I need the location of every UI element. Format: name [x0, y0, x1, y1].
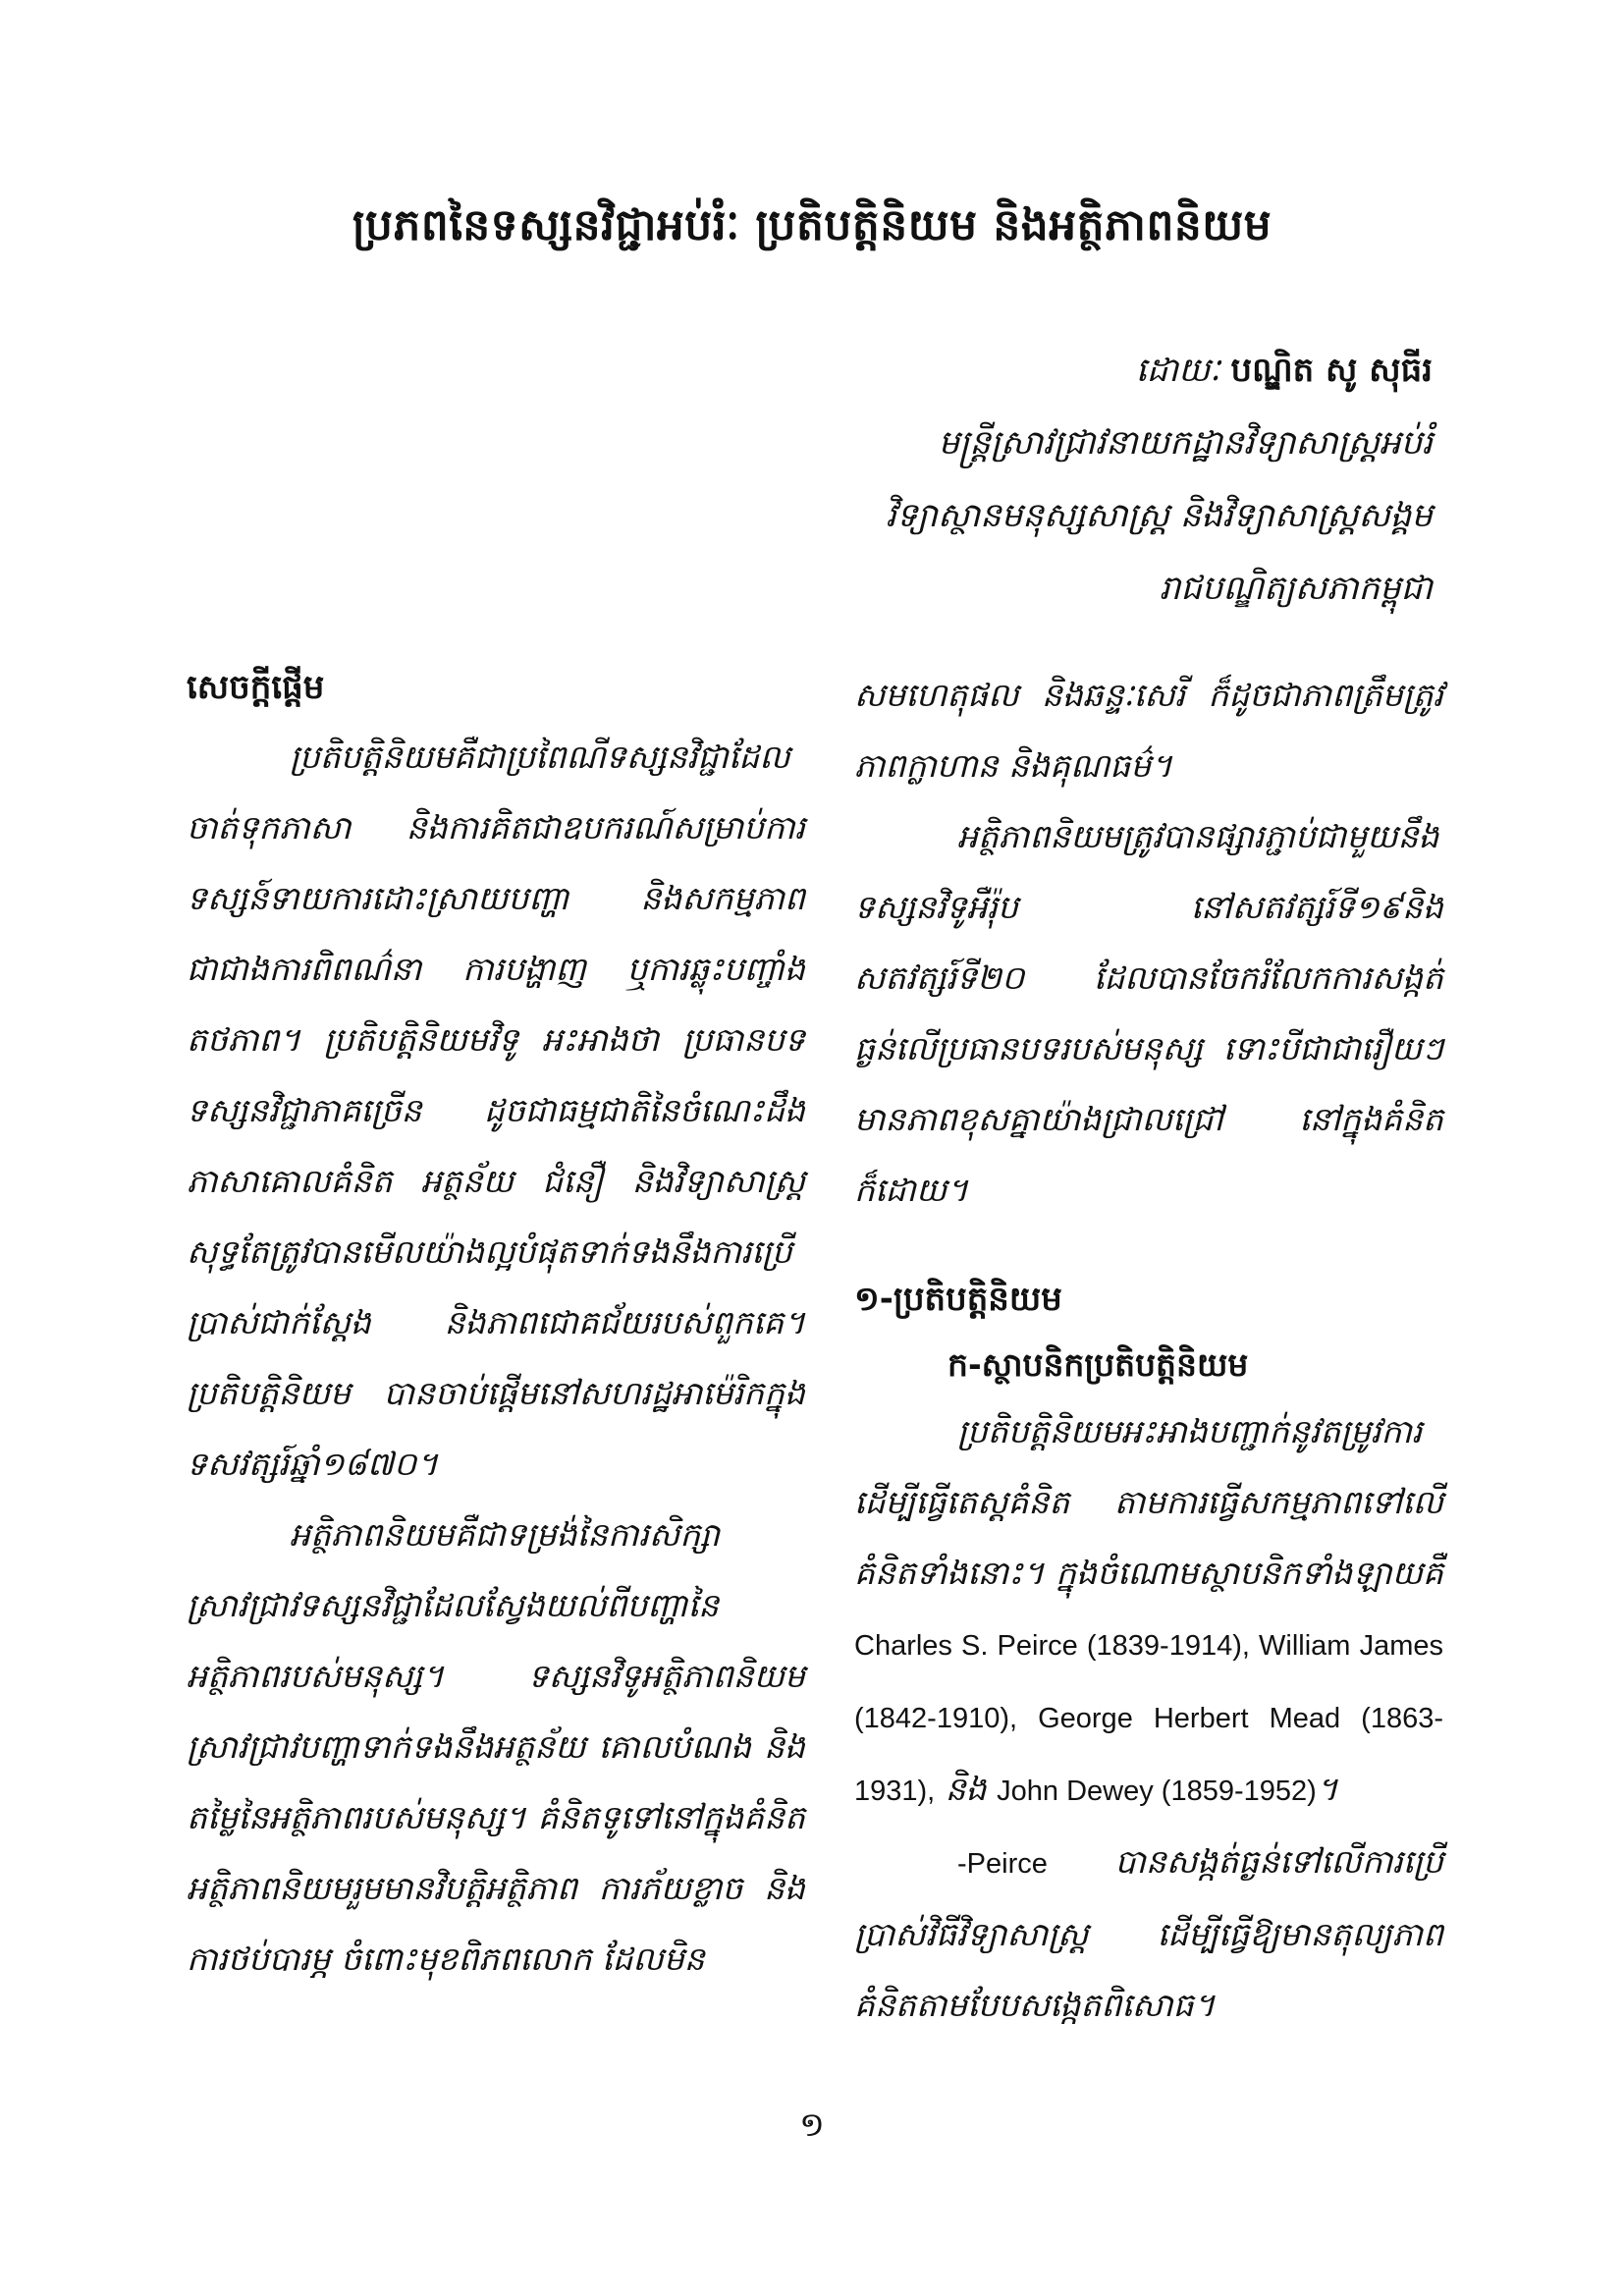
peirce-name: -Peirce: [957, 1848, 1048, 1880]
page-title: ប្រភពនៃទស្សនវិជ្ជាអប់រំៈ ប្រតិបត្តិនិយម និងអត្ថិភាពនិយម: [352, 200, 1272, 250]
founders-and: និង: [945, 1770, 987, 1808]
peirce-paragraph: [854, 1827, 1443, 2041]
author-affiliation-line: រាជបណ្ឌិត្យសភាកម្ពុជា: [1159, 569, 1433, 608]
intro-paragraph: ប្រតិបត្តិនិយមគឺជាប្រពៃណីទស្សនវិជ្ជាដែលចាត់ទុកភាសា និងការគិតជាឧបករណ៍សម្រាប់ការទស្សន៍ទាយការដោះស្រាយបញ្ហា និងសកម្មភាព ជាជាងការពិពណ៌នា ការបង្ហាញ ឬការឆ្លុះបញ្ចាំងតថភាព។ ប្រតិបត្តិនិយមវិទូ អះអាងថា ប្រធានបទទស្សនវិជ្ជាភាគច្រើន ដូចជាធម្មជាតិនៃចំណេះដឹង ភាសាគោលគំនិត អត្ថន័យ ជំនឿ និងវិទ្យាសាស្ត្រ សុទ្ធតែត្រូវបានមើលយ៉ាងល្អបំផុតទាក់ទងនឹងការប្រើប្រាស់ជាក់ស្តែង និងភាពជោគជ័យរបស់ពួកគេ។ ប្រតិបត្តិនិយម បានចាប់ផ្តើមនៅសហរដ្ឋអាម៉េរិកក្នុងទសវត្សរ៍ឆ្នាំ១៨៧០។: [187, 738, 805, 1483]
section-1-heading: ១-ប្រតិបត្តិនិយម: [854, 1280, 1062, 1319]
by-label: ដោយៈ: [1135, 351, 1220, 390]
section-spacer: [854, 1226, 1443, 1265]
author-name: បណ្ឌិត សូ សុធីរ: [1230, 351, 1433, 390]
founders-end-mark: ។: [1316, 1770, 1338, 1808]
author-affiliation-line: វិទ្យាស្ថានមនុស្សសាស្ត្រ និងវិទ្យាសាស្ត្រសង្គម: [886, 496, 1433, 535]
author-affiliation-line: មន្ត្រីស្រាវជ្រាវនាយកដ្ឋានវិទ្យាសាស្ត្រអប់រំ: [938, 423, 1433, 463]
peirce-text: បានសង្កត់ធ្ងន់ទៅលើការប្រើប្រាស់វិធីវិទ្យាសាស្ត្រ ដើម្បីធ្វើឱ្យមានតុល្យភាពគំនិតតាមបែបសង្កេតពិសោធ។: [854, 1842, 1443, 2024]
existentialism-paragraph: អត្ថិភាពនិយមត្រូវបានផ្សារភ្ជាប់ជាមួយនឹងទស្សនវិទូអឺរ៉ុប នៅសតវត្សរ៍ទី១៩និងសតវត្សរ៍ទី២០ ដែលបានចែករំលែកការសង្កត់ធ្ងន់លើប្រធានបទរបស់មនុស្ស ទោះបីជាជារឿយៗ មានភាពខុសគ្នាយ៉ាងជ្រាលជ្រៅ នៅក្នុងគំនិតក៏ដោយ។: [854, 817, 1443, 1209]
continued-paragraph: សមហេតុផល និងឆន្ទៈសេរី ក៏ដូចជាភាពត្រឹមត្រូវ ភាពក្លាហាន និងគុណធម៌។: [854, 676, 1443, 785]
right-column: [854, 660, 1443, 2041]
page-number: ១: [799, 2105, 825, 2145]
founders-names: Charles S. Peirce (1839-1914), William James (1842-1910), George Herbert Mead (1863-1931),: [854, 1630, 1443, 1807]
author-block: [549, 334, 1433, 625]
left-column: [187, 653, 805, 1995]
intro-heading: សេចក្តីផ្តើម: [187, 668, 325, 707]
intro-paragraph: អត្ថិភាពនិយមគឺជាទម្រង់នៃការសិក្សាស្រាវជ្រាវទស្សនវិជ្ជាដែលស្វែងយល់ពីបញ្ហានៃអត្ថិភាពរបស់មនុស្ស។ ទស្សនវិទូអត្ថិភាពនិយម ស្រាវជ្រាវបញ្ហាទាក់ទងនឹងអត្ថន័យ គោលបំណង និងតម្លៃនៃអត្ថិភាពរបស់មនុស្ស។ គំនិតទូទៅនៅក្នុងគំនិតអត្ថិភាពនិយមរួមមានវិបត្តិអត្ថិភាព ការភ័យខ្លាច និងការថប់បារម្ភ ចំពោះមុខពិភពលោក ដែលមិន: [187, 1515, 805, 1978]
founders-paragraph: [854, 1396, 1443, 1827]
founders-last-name: John Dewey (1859-1952): [997, 1776, 1317, 1807]
founders-text: ប្រតិបត្តិនិយមអះអាងបញ្ជាក់នូវតម្រូវការ ដើម្បីធ្វើតេស្តគំនិត តាមការធ្វើសកម្មភាពទៅលើគំនិតទាំងនោះ។ ក្នុងចំណោមស្ថាបនិកទាំងឡាយគឺ: [854, 1412, 1443, 1592]
section-1-subheading: ក-ស្ថាបនិកប្រតិបត្តិនិយម: [947, 1345, 1249, 1384]
author-byline: [549, 334, 1433, 407]
